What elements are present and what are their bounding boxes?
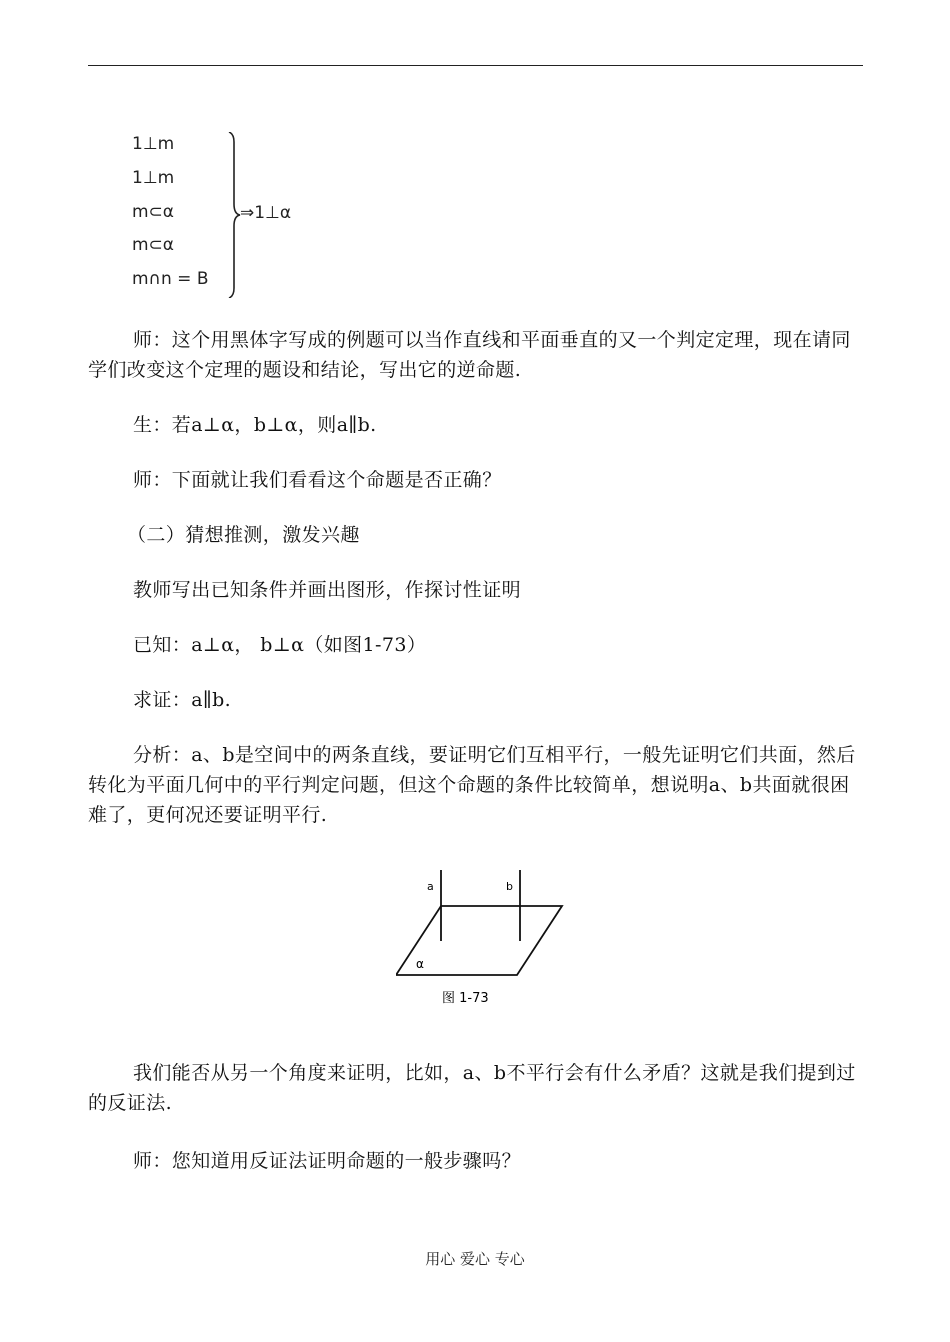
line-a-label: a [427, 880, 434, 893]
plane-alpha-label: α [416, 957, 424, 971]
paragraph-given: 已知：a⊥α， b⊥α（如图1-73） [133, 634, 427, 656]
figure-caption: 图 1-73 [442, 991, 489, 1006]
premise-2: 1⊥m [132, 168, 175, 188]
plane-diagram [396, 868, 568, 1013]
paragraph-teacher-1: 师：这个用黑体字写成的例题可以当作直线和平面垂直的又一个判定定理，现在请同学们改变这个定理的题设和结论，写出它的逆命题. [88, 329, 851, 381]
paragraph-prove: 求证：a∥b. [133, 689, 232, 711]
premise-3: m⊂α [132, 202, 175, 222]
line-b-label: b [506, 880, 513, 893]
header-rule [88, 65, 863, 66]
paragraph-teacher-2: 师：下面就让我们看看这个命题是否正确？ [133, 469, 502, 491]
page-footer: 用心 爱心 专心 [425, 1250, 525, 1268]
theorem-formula [132, 132, 332, 302]
paragraph-teacher-3: 师：您知道用反证法证明命题的一般步骤吗？ [133, 1150, 522, 1172]
paragraph-student: 生：若a⊥α，b⊥α，则a∥b. [133, 414, 377, 436]
premise-4: m⊂α [132, 235, 175, 255]
conclusion: ⇒1⊥α [240, 203, 292, 223]
paragraph-contradiction: 我们能否从另一个角度来证明，比如，a、b不平行会有什么矛盾？这就是我们提到过的反证法. [88, 1062, 856, 1114]
figure-1-73 [396, 868, 568, 1013]
premise-1: 1⊥m [132, 134, 175, 154]
paragraph-analysis: 分析：a、b是空间中的两条直线，要证明它们互相平行，一般先证明它们共面，然后转化为平面几何中的平行判定问题，但这个命题的条件比较简单，想说明a、b共面就很困难了，更何况还要证明平行. [88, 744, 856, 826]
premise-5: m∩n = B [132, 269, 209, 289]
paragraph-instruction: 教师写出已知条件并画出图形，作探讨性证明 [133, 579, 522, 601]
section-heading: （二）猜想推测，激发兴趣 [127, 524, 360, 546]
